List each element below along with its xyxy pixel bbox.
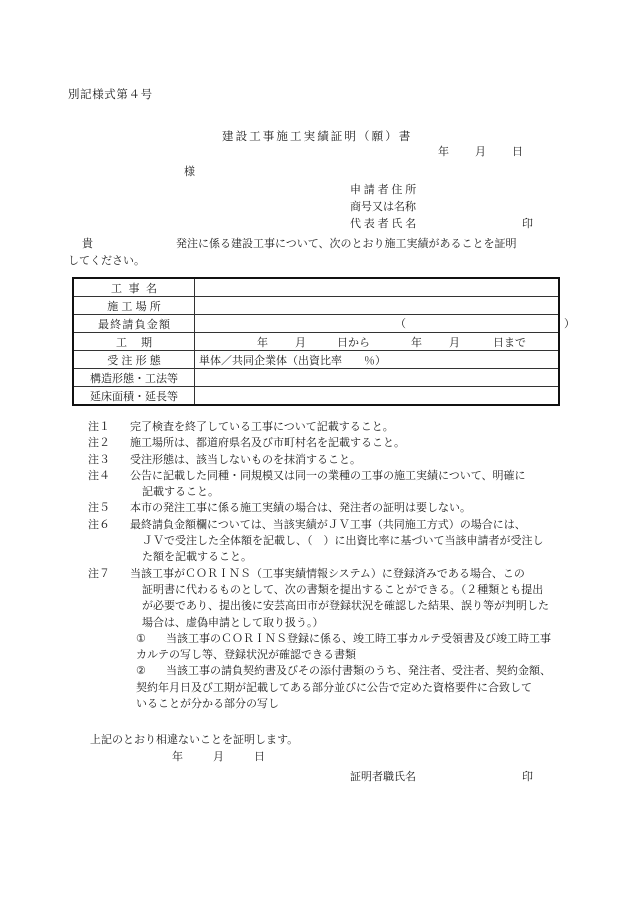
date-top-month: 月 — [475, 145, 486, 158]
note-item — [88, 419, 566, 435]
note-item — [88, 468, 566, 484]
row-label-work-name: 工事名 — [73, 278, 195, 297]
row-label-contract-type: 受注形態 — [73, 351, 195, 369]
applicant-block — [350, 181, 533, 232]
note-text: 受注形態は、該当しないものを抹消すること。 — [130, 452, 361, 466]
signer-label: 証明者職氏名 — [350, 770, 416, 783]
term-year-to: 年 — [411, 335, 422, 349]
note-tag: 注４ — [88, 468, 110, 482]
note-tag: 注６ — [88, 517, 110, 531]
row-value-work-name[interactable] — [195, 278, 560, 297]
intro-paragraph — [68, 235, 568, 269]
work-record-table — [72, 277, 575, 406]
subnote-item — [112, 631, 566, 647]
term-month-to: 月 — [449, 335, 460, 349]
note-continuation: ＪＶで受注した全体額を記載し、（ ）に出資比率に基づいて当該申請者が受注し — [142, 534, 544, 548]
intro-prefix: 貴 — [82, 237, 93, 250]
note-item — [88, 566, 566, 582]
certification-statement: 上記のとおり相違ないことを証明します。 — [90, 733, 299, 746]
term-month-from: 月 — [295, 335, 306, 349]
row-label-location: 施工場所 — [73, 297, 195, 315]
row-value-floor-area[interactable] — [195, 387, 560, 406]
document-title: 建設工事施工実績証明（願）書 — [222, 129, 413, 143]
form-number: 別記様式第４号 — [68, 87, 153, 101]
notes-list — [88, 419, 566, 712]
row-value-structure[interactable] — [195, 369, 560, 387]
intro-body: 発注に係る建設工事について、次のとおり施工実績があることを証明 — [176, 237, 517, 250]
note-text: 施工場所は、都道府県名及び市町村名を記載すること。 — [130, 436, 405, 450]
term-day-from: 日から — [337, 335, 370, 349]
note-tag: 注１ — [88, 420, 110, 433]
term-day-to: 日まで — [493, 335, 526, 349]
term-year-from: 年 — [257, 335, 268, 349]
table-row — [73, 297, 559, 315]
amount-parenthesis — [395, 315, 575, 331]
table-row — [73, 333, 559, 351]
row-value-location[interactable] — [195, 297, 560, 315]
note-continuation: 場合は、虚偽申請として取り扱う。） — [142, 615, 324, 629]
row-value-contract-type[interactable]: 単体／共同企業体（出資比率 ％） — [195, 351, 560, 369]
note-continuation: 証明書に代わるものとして、次の書類を提出することができる。（２種類とも提出 — [142, 582, 544, 596]
applicant-representative-label: 代表者氏名 — [350, 217, 419, 230]
addressee-label: 様 — [184, 165, 195, 178]
row-value-term[interactable] — [195, 333, 560, 351]
applicant-address-label: 申請者住所 — [350, 183, 419, 196]
row-label-term: 工期 — [73, 333, 195, 351]
note-tag: 注２ — [88, 436, 110, 450]
note-item — [88, 517, 566, 533]
note-continuation: が必要であり、提出後に安芸高田市が登録状況を確認した結果、誤り等が判明した — [142, 599, 549, 613]
note-tag: 注５ — [88, 501, 110, 515]
row-value-final-amount[interactable] — [195, 315, 575, 333]
date-top-day: 日 — [512, 145, 523, 158]
subnote-text: 当該工事のＣＯＲＩＮＳ登録に係る、竣工時工事カルテ受領書及び竣工時工事 — [166, 631, 551, 645]
date-bottom-year: 年 — [172, 750, 183, 763]
note-item — [88, 452, 566, 468]
row-label-final-amount: 最終請負金額 — [73, 315, 195, 333]
table-row — [73, 351, 559, 369]
date-bottom-day: 日 — [254, 750, 265, 763]
note-item — [88, 500, 566, 516]
applicant-company-label: 商号又は名称 — [350, 200, 416, 213]
note-continuation: 記載すること。 — [142, 485, 219, 499]
subnote-item — [112, 663, 566, 679]
note-item — [88, 435, 566, 451]
subnote-text: 当該工事の請負契約書及びその添付書類のうち、発注者、受注者、契約金額、 — [166, 664, 551, 678]
table-row — [73, 387, 559, 406]
note-tag: 注７ — [88, 566, 110, 580]
row-label-floor-area: 延床面積・延長等 — [73, 387, 195, 406]
table-row — [73, 315, 559, 333]
paren-open: （ — [395, 317, 406, 330]
applicant-company-line — [350, 198, 419, 215]
date-line-top — [438, 143, 523, 159]
paren-close: ） — [564, 317, 575, 330]
subnote-continuation: いることが分かる部分の写し — [136, 697, 279, 711]
date-top-year: 年 — [438, 145, 449, 158]
date-line-bottom — [172, 748, 265, 764]
seal-icon: 印 — [522, 770, 533, 783]
note-text: 最終請負金額欄については、当該実績がＪＶ工事（共同施工方式）の場合には、 — [130, 517, 526, 531]
row-label-structure: 構造形態・工法等 — [73, 369, 195, 387]
subnote-number: ① — [136, 631, 146, 645]
applicant-address-line — [350, 181, 419, 198]
note-text: 公告に記載した同種・同規模又は同一の業種の工事の施工実績について、明確に — [130, 468, 526, 482]
note-text: 当該工事がＣＯＲＩＮＳ（工事実績情報システム）に登録済みである場合、この — [130, 566, 525, 580]
note-text: 本市の発注工事に係る施工実績の場合は、発注者の証明は要しない。 — [130, 501, 471, 515]
subnote-number: ② — [136, 664, 146, 678]
subnote-continuation: 契約年月日及び工期が記載してある部分並びに公告で定めた資格要件に合致して — [136, 680, 532, 694]
intro-line-2: してください。 — [68, 254, 145, 267]
note-tag: 注３ — [88, 452, 110, 466]
seal-icon: 印 — [522, 217, 533, 230]
table-row — [73, 369, 559, 387]
signer-block — [350, 768, 533, 784]
note-continuation: た額を記載すること。 — [142, 550, 252, 564]
note-text: 完了検査を終了している工事について記載すること。 — [130, 420, 394, 433]
date-bottom-month: 月 — [213, 750, 224, 763]
table-row — [73, 278, 559, 297]
applicant-representative-line — [350, 215, 533, 232]
intro-line-1 — [68, 235, 568, 252]
subnote-continuation: カルテの写し等、登録状況が確認できる書類 — [136, 648, 356, 662]
